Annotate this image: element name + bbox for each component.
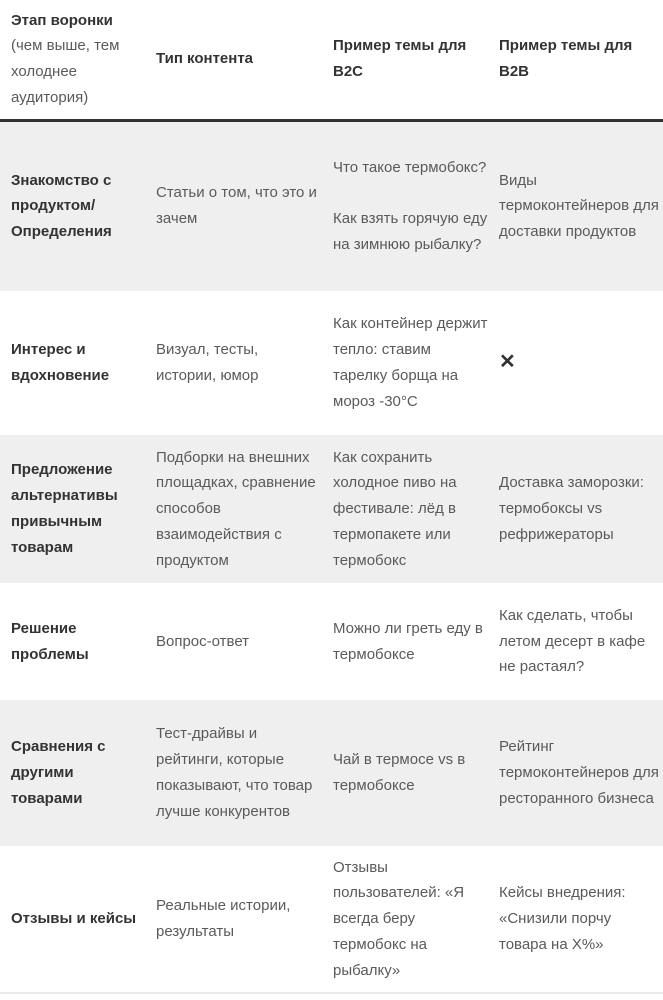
b2b-cell: Виды термоконтейнеров для доставки продуктов: [488, 120, 663, 291]
header-stage-title: Этап воронки: [11, 11, 113, 29]
b2c-cell: Отзывы пользователей: «Я всегда беру термобокс на рыбалку»: [322, 846, 488, 993]
b2b-cell: Кейсы внедрения: «Снизили порчу товара на X%»: [488, 846, 663, 993]
header-stage: [0, 0, 145, 120]
table-row: [0, 435, 663, 583]
table-row: [0, 583, 663, 700]
b2c-cell: Как сохранить холодное пиво на фестивале: лёд в термопакете или термобокс: [322, 435, 488, 583]
b2b-cell: Рейтинг термоконтейнеров для ресторанного бизнеса: [488, 700, 663, 846]
table-row: [0, 700, 663, 846]
b2c-cell: Чай в термосе vs в термобоксе: [322, 700, 488, 846]
content-cell: Реальные истории, результаты: [145, 846, 322, 993]
stage-cell: Решение проблемы: [11, 619, 89, 663]
stage-cell: Сравнения с другими товарами: [0, 700, 145, 846]
b2b-cell: Как сделать, чтобы летом десерт в кафе не растаял?: [499, 606, 646, 676]
content-cell: Тест-драйвы и рейтинги, которые показывают, что товар лучше конкурентов: [145, 700, 322, 846]
stage-cell: Отзывы и кейсы: [0, 846, 145, 993]
table-header-row: [0, 0, 663, 120]
header-b2b: Пример темы для B2B: [488, 0, 663, 120]
content-cell: Статьи о том, что это и зачем: [145, 120, 322, 291]
table-row: [0, 120, 663, 291]
stage-cell: Знакомство с продуктом/ Определения: [0, 120, 145, 291]
header-b2c: Пример темы для B2C: [322, 0, 488, 120]
b2c-cell: Что такое термобокс? Как взять горячую еду на зимнюю рыбалку?: [322, 120, 488, 291]
stage-cell: Интерес и вдохновение: [11, 341, 110, 384]
content-cell: Визуал, тесты, истории, юмор: [156, 341, 259, 384]
stage-cell: Предложение альтернативы привычным товарам: [0, 435, 145, 583]
cross-icon: ✕: [499, 351, 516, 374]
content-cell: Подборки на внешних площадках, сравнение способов взаимодействия с продуктом: [145, 435, 322, 583]
header-stage-note: (чем выше, тем холоднее аудитория): [11, 37, 120, 107]
b2b-cell: Доставка заморозки: термобоксы vs рефрижераторы: [488, 435, 663, 583]
content-cell: Вопрос-ответ: [156, 632, 250, 650]
b2c-cell: Как контейнер держит тепло: ставим тарелку борща на мороз -30°C: [333, 315, 488, 410]
table-row: [0, 846, 663, 993]
header-content-type: Тип контента: [145, 0, 322, 120]
table-row: [0, 291, 663, 435]
b2c-cell: Можно ли греть еду в термобоксе: [333, 619, 483, 663]
